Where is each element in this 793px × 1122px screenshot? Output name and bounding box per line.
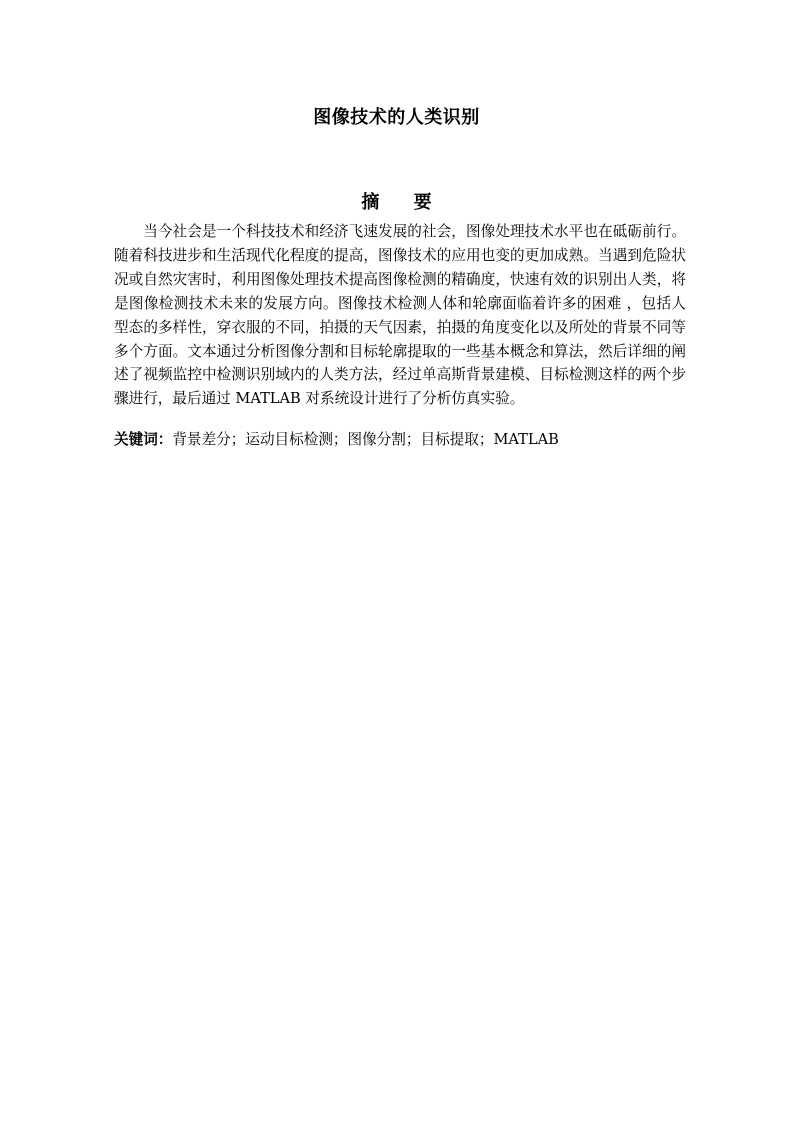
keywords-label: 关键词： <box>114 431 173 448</box>
document-title: 图像技术的人类识别 <box>313 107 480 128</box>
abstract-heading: 摘 要 <box>361 192 446 213</box>
keywords-text: 背景差分；运动目标检测；图像分割；目标提取；MATLAB <box>172 431 559 448</box>
abstract-body: 当今社会是一个科技技术和经济飞速发展的社会，图像处理技术水平也在砥砺前行。随着科技进步和生活现代化程度的提高，图像技术的应用也变的更加成熟。当遇到危险状况或自然灾害时，利用图像处理技术提高图像检测的精确度，快速有效的识别出人类，将是图像检测技术未来的发展方向。图像技术检测人体和轮廓面临着许多的困难 ，包括人型态的多样性，穿衣服的不同，拍摄的天气因素，拍摄的角度变化以及所处的背景不同等多个方面。文本通过分析图像分割和目标轮廓提取的一些基本概念和算法，然后详细的阐述了视频监控中检测识别域内的人类方法，经过单高斯背景建模、目标检测这样的两个步骤进行，最后通过 MATLAB 对系统设计进行了分析仿真实验。 <box>114 223 686 408</box>
keywords-line <box>114 428 686 452</box>
